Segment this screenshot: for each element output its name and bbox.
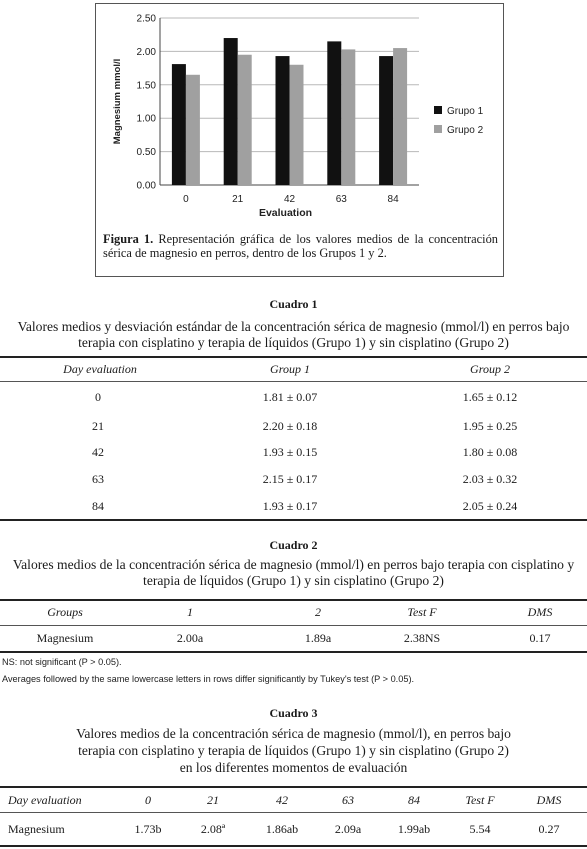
y-tick-label: 2.50 xyxy=(136,13,156,25)
table2-header-rule xyxy=(0,625,587,626)
table1-cell-group2: 2.05 ± 0.24 xyxy=(462,499,518,513)
table1-cell-group2: 1.95 ± 0.25 xyxy=(462,419,518,433)
table2-header-groups: Groups xyxy=(47,605,83,619)
legend-label: Grupo 2 xyxy=(447,125,484,136)
table1-cell-group1: 2.20 ± 0.18 xyxy=(262,419,318,433)
figure-caption xyxy=(103,232,498,260)
table1-header-group1: Group 1 xyxy=(270,362,310,376)
table2-note-tukey: Averages followed by the same lowercase letters in rows differ significantly by Tukey's test (P > 0.05). xyxy=(2,674,415,684)
bar-grupo-1-day-0 xyxy=(172,64,186,185)
table3-cell-63: 2.09a xyxy=(334,822,362,836)
y-tick-label: 0.50 xyxy=(136,147,156,159)
table3-header-84: 84 xyxy=(408,793,420,807)
figure-caption-text: Representación gráfica de los valores medios de la concentración sérica de magnesio en perros, dentro de los Grupos 1 y 2. xyxy=(103,232,498,260)
table1-top-rule xyxy=(0,356,587,358)
table2-note-ns: NS: not significant (P > 0.05). xyxy=(2,657,122,667)
table1-title: Cuadro 1 xyxy=(269,297,318,311)
x-axis-title: Evaluation xyxy=(258,207,313,219)
table3-cell-testf: 5.54 xyxy=(469,822,491,836)
table3-header-rule xyxy=(0,812,587,813)
table3-header-21: 21 xyxy=(207,793,219,807)
table3-caption-line3: en los diferentes momentos de evaluación xyxy=(179,760,408,775)
table2-header-group2: 2 xyxy=(315,605,321,619)
table3-cell-84: 1.99ab xyxy=(397,822,431,836)
table3-caption-line2: terapia con cisplatino y terapia de líquidos (Grupo 1) y sin cisplatino (Grupo 2) xyxy=(78,743,509,758)
bar-grupo-1-day-21 xyxy=(224,38,238,185)
table2-header-dms: DMS xyxy=(527,605,553,619)
figure-caption-label: Figura 1. xyxy=(103,232,154,246)
y-tick-label: 0.00 xyxy=(136,180,156,192)
table2-title: Cuadro 2 xyxy=(269,538,318,552)
table3-top-rule xyxy=(0,786,587,788)
table3-header-42: 42 xyxy=(276,793,288,807)
table2-cell-dms: 0.17 xyxy=(529,631,551,645)
table3-header-testf: Test F xyxy=(465,793,495,807)
table1-cell-day: 84 xyxy=(92,499,104,513)
y-tick-label: 1.00 xyxy=(136,113,156,125)
table3-header-0: 0 xyxy=(145,793,151,807)
table1-cell-group2: 2.03 ± 0.32 xyxy=(462,472,518,486)
table1-cell-day: 63 xyxy=(92,472,104,486)
table1-cell-day: 42 xyxy=(92,445,104,459)
table1-cell-day: 0 xyxy=(95,390,101,404)
table1-cell-group2: 1.65 ± 0.12 xyxy=(462,390,518,404)
table3-header-day: Day evaluation xyxy=(8,793,82,807)
legend-swatch xyxy=(434,125,442,133)
table3-cell-0: 1.73b xyxy=(134,822,162,836)
figure-1 xyxy=(95,3,504,277)
table1-header-day: Day evaluation xyxy=(63,362,137,376)
table2-header-testf: Test F xyxy=(407,605,437,619)
table3-header-63: 63 xyxy=(342,793,354,807)
y-tick-label: 1.50 xyxy=(136,80,156,92)
x-tick-label: 42 xyxy=(283,194,296,205)
table1-cell-group1: 2.15 ± 0.17 xyxy=(262,472,318,486)
magnesium-bar-chart xyxy=(96,4,503,229)
bar-grupo-1-day-63 xyxy=(327,41,341,185)
table2-top-rule xyxy=(0,599,587,601)
bar-grupo-2-day-42 xyxy=(290,65,304,185)
table3-cell-dms: 0.27 xyxy=(538,822,560,836)
x-tick-label: 63 xyxy=(335,194,347,205)
table1-cell-group1: 1.93 ± 0.17 xyxy=(262,499,318,513)
y-tick-label: 2.00 xyxy=(136,46,156,58)
table3-bottom-rule xyxy=(0,845,587,847)
table3-cell-21: 2.08ª xyxy=(200,822,226,836)
table2-cell-label: Magnesium xyxy=(36,631,94,645)
bar-grupo-2-day-84 xyxy=(393,48,407,185)
bar-grupo-1-day-84 xyxy=(379,56,393,185)
table1-cell-day: 21 xyxy=(92,419,104,433)
table3-cell-label: Magnesium xyxy=(8,822,65,836)
table2-cell-group2: 1.89a xyxy=(304,631,332,645)
table3-header-dms: DMS xyxy=(536,793,562,807)
table1-header-rule xyxy=(0,381,587,382)
x-tick-label: 21 xyxy=(232,194,244,205)
table1-bottom-rule xyxy=(0,519,587,521)
table1-header-group2: Group 2 xyxy=(470,362,510,376)
table2-cell-group1: 2.00a xyxy=(176,631,204,645)
table2-caption: Valores medios de la concentración sérica de magnesio (mmol/l) en perros bajo terapia con cisplatino y terapia de líquidos (Grupo 1) y sin cisplatino (Grupo 2) xyxy=(12,557,575,588)
y-axis-title: Magnesium mmol/l xyxy=(112,58,123,145)
table2-bottom-rule xyxy=(0,651,587,653)
table1-cell-group1: 1.93 ± 0.15 xyxy=(262,445,318,459)
bar-grupo-2-day-21 xyxy=(238,55,252,185)
table3-cell-42: 1.86ab xyxy=(265,822,299,836)
table2-cell-testf: 2.38NS xyxy=(403,631,441,645)
legend-swatch xyxy=(434,106,442,114)
table1-cell-group2: 1.80 ± 0.08 xyxy=(462,445,518,459)
bar-grupo-2-day-63 xyxy=(341,49,355,185)
bar-grupo-1-day-42 xyxy=(276,56,290,185)
bar-grupo-2-day-0 xyxy=(186,75,200,185)
x-tick-label: 84 xyxy=(387,194,399,205)
table3-caption-line1: Valores medios de la concentración sérica de magnesio (mmol/l), en perros bajo xyxy=(76,726,511,741)
table2-header-group1: 1 xyxy=(187,605,193,619)
table3-title: Cuadro 3 xyxy=(269,706,318,720)
legend-label: Grupo 1 xyxy=(447,106,484,117)
table1-cell-group1: 1.81 ± 0.07 xyxy=(262,390,318,404)
x-tick-label: 0 xyxy=(183,194,189,205)
table1-caption: Valores medios y desviación estándar de la concentración sérica de magnesio (mmol/l) en perros bajo terapia con cisplatino y terapia de líquidos (Grupo 1) y sin cisplatino (Grupo 2) xyxy=(17,319,570,350)
